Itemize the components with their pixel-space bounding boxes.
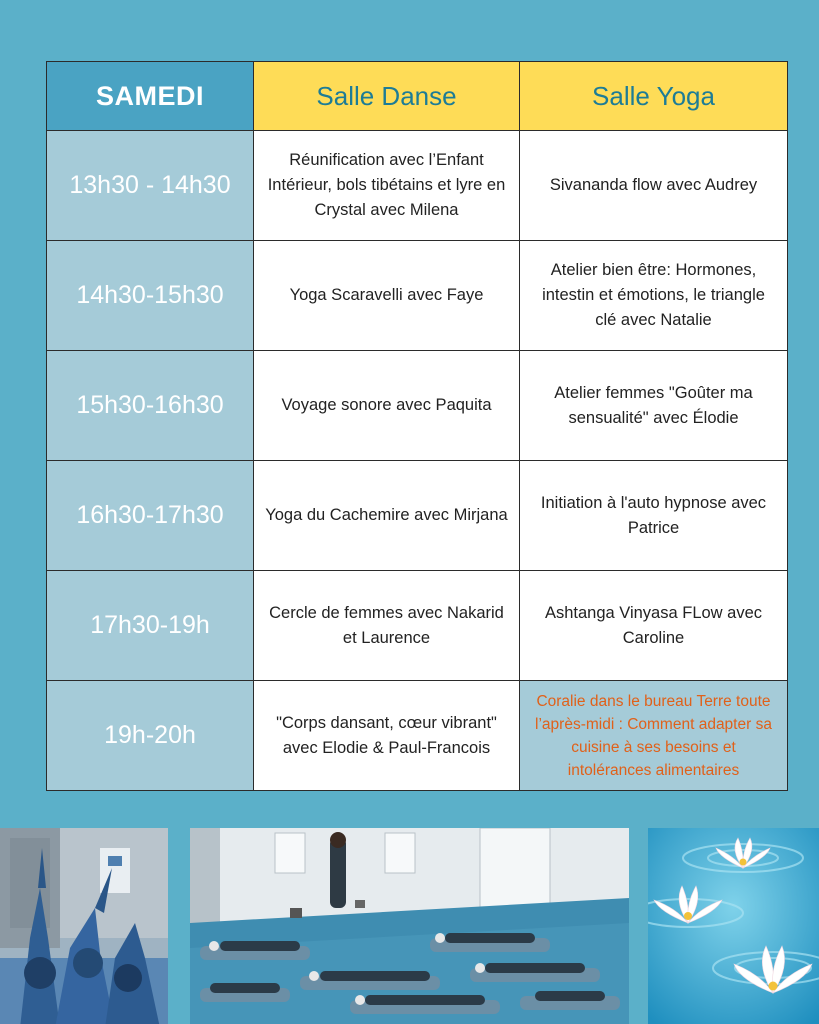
table-row [47,241,788,351]
time-cell: 13h30 - 14h30 [47,131,254,241]
table-row [47,681,788,791]
table-row [47,571,788,681]
group-outdoor-photo [0,828,168,1024]
table-row [47,131,788,241]
dance-activity-cell: Yoga du Cachemire avec Mirjana [254,461,520,571]
dance-activity-cell: Yoga Scaravelli avec Faye [254,241,520,351]
time-cell: 17h30-19h [47,571,254,681]
yoga-activity-cell: Ashtanga Vinyasa FLow avec Caroline [520,571,788,681]
room-dance-header: Salle Danse [254,62,520,131]
yoga-activity-cell: Atelier femmes "Goûter ma sensualité" avec Élodie [520,351,788,461]
lotus-flowers-photo [648,828,819,1024]
dance-activity-cell: Réunification avec l’Enfant Intérieur, bols tibétains et lyre en Crystal avec Milena [254,131,520,241]
schedule-table [46,61,788,791]
dance-activity-cell: Cercle de femmes avec Nakarid et Laurence [254,571,520,681]
yoga-activity-cell: Sivananda flow avec Audrey [520,131,788,241]
dance-activity-cell: Voyage sonore avec Paquita [254,351,520,461]
yoga-class-photo [190,828,629,1024]
time-cell: 16h30-17h30 [47,461,254,571]
time-cell: 15h30-16h30 [47,351,254,461]
table-row [47,351,788,461]
time-cell: 14h30-15h30 [47,241,254,351]
day-header: SAMEDI [47,62,254,131]
header-row [47,62,788,131]
room-yoga-header: Salle Yoga [520,62,788,131]
yoga-activity-cell: Initiation à l'auto hypnose avec Patrice [520,461,788,571]
table-row [47,461,788,571]
yoga-activity-cell: Atelier bien être: Hormones, intestin et émotions, le triangle clé avec Natalie [520,241,788,351]
time-cell: 19h-20h [47,681,254,791]
special-note-cell: Coralie dans le bureau Terre toute l’après-midi : Comment adapter sa cuisine à ses besoins et intolérances alimentaires [520,681,788,791]
dance-activity-cell: "Corps dansant, cœur vibrant" avec Elodie & Paul-Francois [254,681,520,791]
